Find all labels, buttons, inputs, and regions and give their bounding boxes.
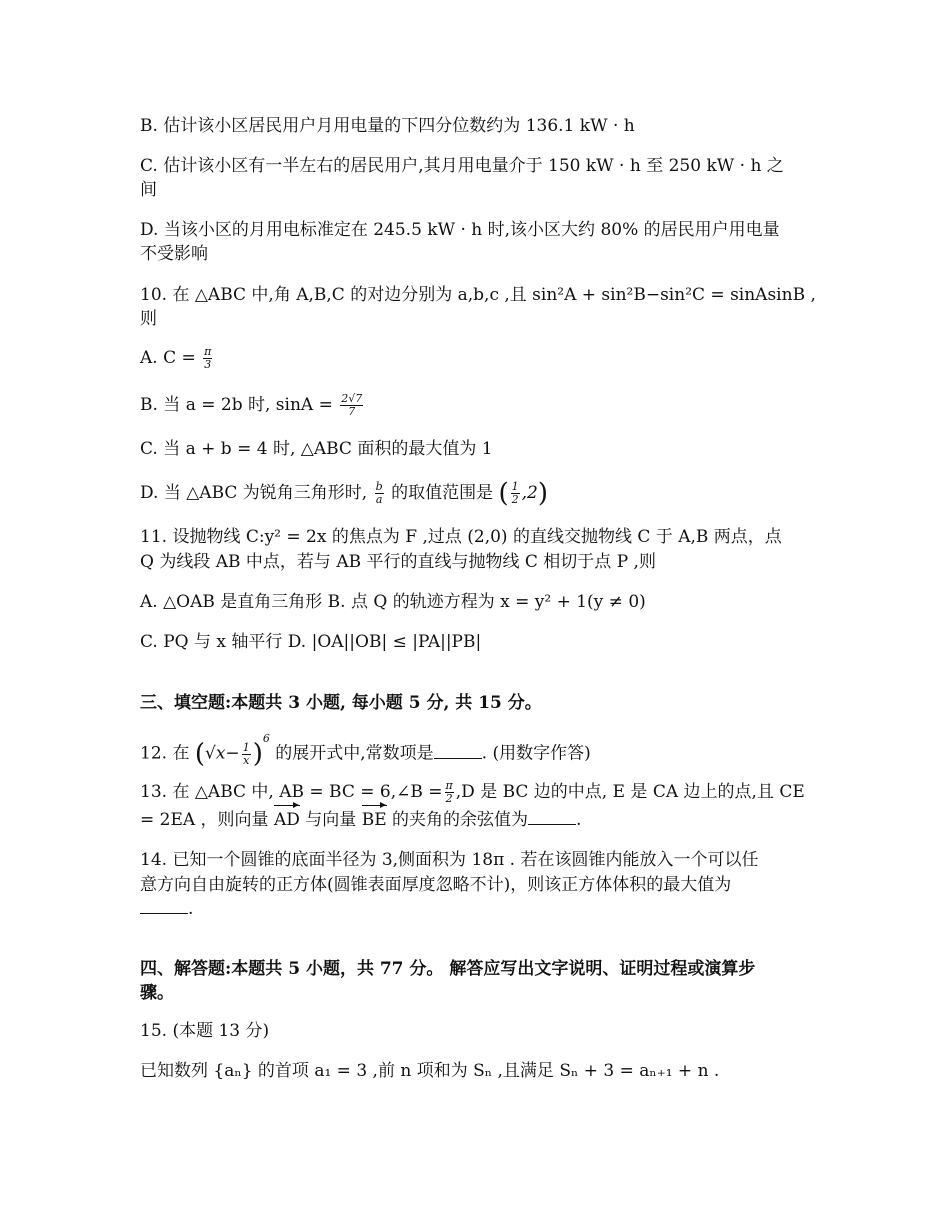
- q14-answer-blank[interactable]: [140, 897, 188, 914]
- q12-tail: . (用数字作答): [481, 743, 591, 764]
- section-4-heading-line2: 骤。: [140, 983, 174, 1003]
- q10-option-b: [140, 393, 810, 418]
- q13-pi-den: 2: [445, 792, 453, 805]
- q15-stem: 已知数列 {aₙ} 的首项 a₁ = 3 ,前 n 项和为 Sₙ ,且满足 Sₙ + 3 = aₙ₊₁ + n .: [140, 1061, 720, 1081]
- q13-vector-ad: AD: [273, 810, 300, 830]
- q12: 12. 在 (√x− $\frac{1}{x}$ )$^6$ 的展开式中,常数项是 . (用数字作答): [140, 732, 591, 770]
- q13-line2a: = 2EA ，则向量: [140, 810, 269, 830]
- q13-line2c: 的夹角的余弦值为: [392, 810, 529, 830]
- q10-b-num: 2√7: [341, 392, 363, 405]
- q10-a-fraction: [203, 346, 212, 371]
- q10-b-fraction: [340, 393, 363, 418]
- q10-option-c: C. 当 a + b = 4 时, △ABC 面积的最大值为 1: [140, 439, 493, 459]
- q10-a-den: 3: [204, 358, 212, 371]
- q14-line1: 14. 已知一个圆锥的底面半径为 3,侧面积为 18π . 若在该圆锥内能放入一个可以任: [140, 850, 759, 870]
- q14-tail: .: [188, 899, 194, 919]
- q13-line2: [140, 808, 810, 832]
- q14-line2: 意方向自由旋转的正方体(圆锥表面厚度忽略不计)，则该正方体体积的最大值为: [140, 875, 732, 895]
- q13-answer-blank[interactable]: [528, 808, 576, 825]
- section-3-heading: 三、填空题:本题共 3 小题, 每小题 5 分, 共 15 分。: [140, 693, 542, 713]
- q10-d-fraction: [375, 481, 384, 506]
- q9-option-b: B. 估计该小区居民用户月用电量的下四分位数约为 136.1 kW · h: [140, 116, 635, 136]
- q9-option-c-line2: 间: [140, 180, 157, 200]
- q10-d-range-fraction: [511, 481, 520, 506]
- q10-a-num: π: [204, 345, 212, 358]
- q9-option-d-line2: 不受影响: [140, 244, 208, 264]
- q12-sqrt: √x−: [205, 743, 240, 764]
- q13-line2d: .: [576, 810, 582, 830]
- q13-line2b: 与向量: [305, 810, 357, 830]
- q13-line1a: 13. 在 △ABC 中, AB = BC = 6,∠B =: [140, 782, 443, 802]
- q12-answer-blank[interactable]: [434, 742, 482, 759]
- q13-vector-be: BE: [361, 810, 387, 830]
- q11-stem-line1: 11. 设抛物线 C:y² = 2x 的焦点为 F ,过点 (2,0) 的直线交抛物线 C 于 A,B 两点，点: [140, 527, 782, 547]
- q12-prefix: 12. 在: [140, 743, 190, 764]
- q13-pi-num: π: [445, 779, 453, 792]
- q10-stem-line2: 则: [140, 309, 157, 329]
- q11-options-ab: A. △OAB 是直角三角形 B. 点 Q 的轨迹方程为 x = y² + 1(y ≠ 0): [140, 592, 646, 612]
- q11-options-cd: C. PQ 与 x 轴平行 D. |OA||OB| ≤ |PA||PB|: [140, 632, 482, 652]
- q12-frac-den: x: [243, 753, 250, 767]
- q12-exponent: 6: [262, 732, 270, 745]
- q12-frac-num: 1: [242, 740, 250, 754]
- q10-b-den: 7: [348, 405, 356, 418]
- q9-option-d-line1: D. 当该小区的月用电标准定在 245.5 kW · h 时,该小区大约 80% 的居民用户用电量: [140, 220, 780, 240]
- q10-option-a: [140, 346, 810, 371]
- q10-d-num: b: [375, 480, 383, 493]
- q9-option-c-line1: C. 估计该小区有一半左右的居民用户,其月用电量介于 150 kW · h 至 250 kW · h 之: [140, 156, 784, 176]
- q13-line1: [140, 780, 810, 805]
- q15-title: 15. (本题 13 分): [140, 1021, 270, 1041]
- q10-option-d: D. 当 △ABC 为锐角三角形时, $\frac{b}{a}$ 的取值范围是 ( $\frac{1}{2}$ ,2): [140, 478, 549, 509]
- q12-suffix: 的展开式中,常数项是: [275, 743, 434, 764]
- q14-line3: [140, 897, 810, 921]
- q12-fraction: [242, 742, 251, 767]
- q10-b-prefix: B. 当 a = 2b 时, sinA =: [140, 395, 333, 415]
- q13-line1b: ,D 是 BC 边的中点, E 是 CA 边上的点,且 CE: [455, 782, 805, 802]
- section-4-heading-line1: 四、解答题:本题共 5 小题，共 77 分。 解答应写出文字说明、证明过程或演算步: [140, 959, 756, 979]
- q10-a-prefix: A. C =: [140, 348, 196, 368]
- q13-angle-fraction: [445, 780, 454, 805]
- q10-d-range-rest: ,2: [521, 483, 538, 503]
- q10-d-range-den: 2: [511, 493, 519, 506]
- q10-d-den: a: [375, 493, 383, 506]
- q11-stem-line2: Q 为线段 AB 中点，若与 AB 平行的直线与抛物线 C 相切于点 P ,则: [140, 552, 656, 572]
- q10-d-range-num: 1: [511, 480, 519, 493]
- q10-d-mid: 的取值范围是: [391, 483, 494, 503]
- q10-stem-line1: 10. 在 △ABC 中,角 A,B,C 的对边分别为 a,b,c ,且 sin²A + sin²B−sin²C = sinAsinB ,: [140, 285, 816, 305]
- q10-d-prefix: D. 当 △ABC 为锐角三角形时,: [140, 483, 368, 503]
